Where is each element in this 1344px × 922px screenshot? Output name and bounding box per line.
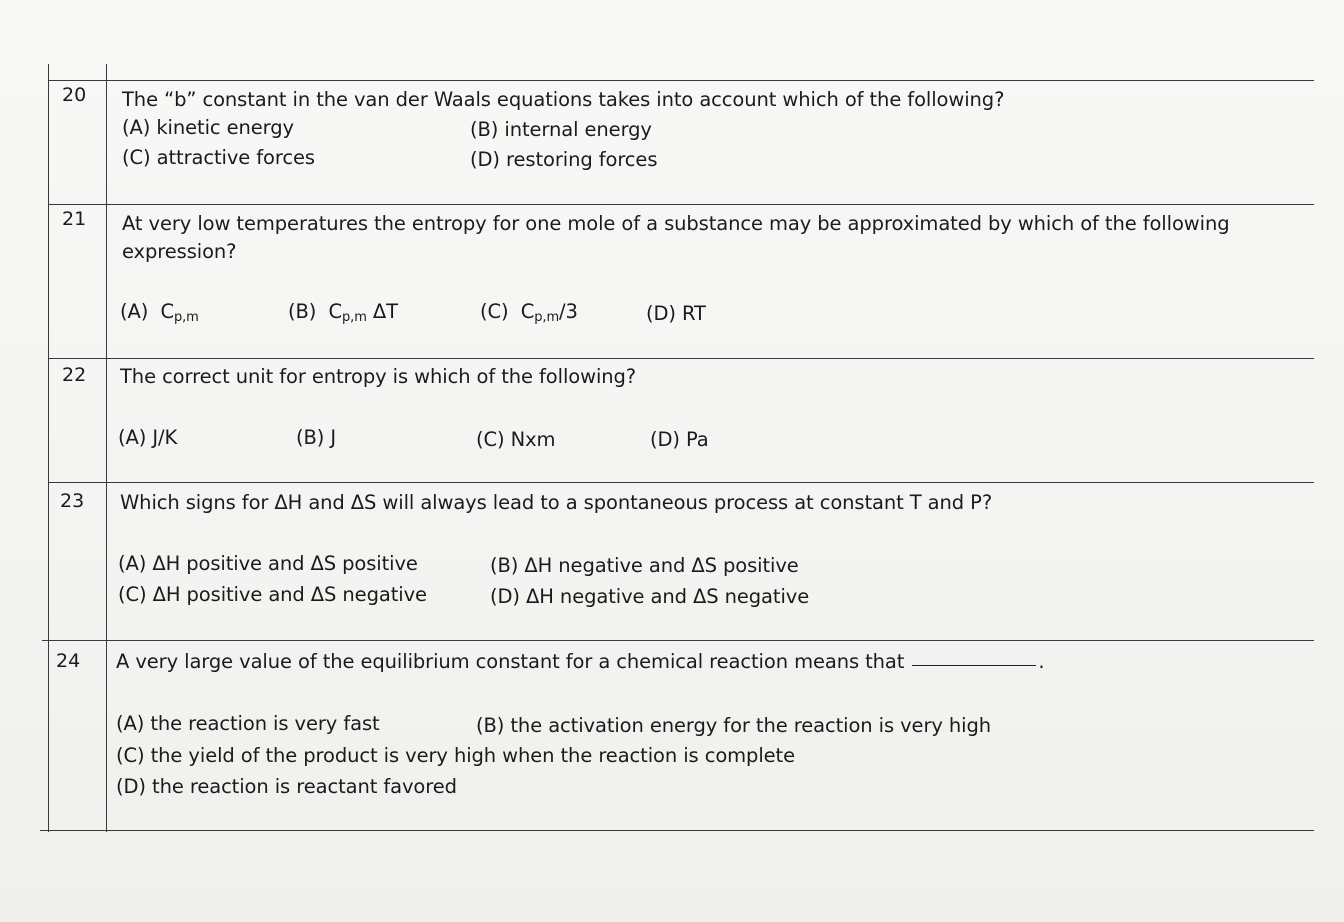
option-d: (D) RT xyxy=(646,302,706,325)
option-c: (C) attractive forces xyxy=(122,146,315,169)
question-stem-line-2: expression? xyxy=(122,240,237,263)
option-c: (C) ΔH positive and ΔS negative xyxy=(118,583,427,606)
table-left-border xyxy=(48,64,49,832)
question-stem-line-1: At very low temperatures the entropy for one mole of a substance may be approximated by which of the following xyxy=(122,212,1230,235)
option-d: (D) ΔH negative and ΔS negative xyxy=(490,585,810,608)
option-b: (B) the activation energy for the reaction is very high xyxy=(476,714,992,737)
table-bottom-border xyxy=(40,830,1314,831)
option-symbol: C xyxy=(328,300,343,323)
option-d: (D) the reaction is reactant favored xyxy=(116,775,457,798)
question-stem: The “b” constant in the van der Waals equations takes into account which of the following? xyxy=(122,88,1005,111)
question-stem xyxy=(116,650,1044,673)
option-a xyxy=(120,300,199,325)
answer-blank xyxy=(912,664,1036,666)
row-divider xyxy=(48,204,1314,205)
row-divider xyxy=(48,358,1314,359)
option-label: (C) xyxy=(480,300,509,323)
row-divider xyxy=(48,482,1314,483)
option-b: (B) ΔH negative and ΔS positive xyxy=(490,554,799,577)
table-column-divider xyxy=(106,64,107,832)
option-b xyxy=(288,300,398,325)
question-stem-text: A very large value of the equilibrium constant for a chemical reaction means that xyxy=(116,650,905,673)
option-c: (C) the yield of the product is very high when the reaction is complete xyxy=(116,744,795,767)
option-a: (A) the reaction is very fast xyxy=(116,712,380,735)
option-subscript: p,m xyxy=(342,310,367,325)
question-number: 20 xyxy=(62,84,87,106)
option-subscript: p,m xyxy=(534,310,560,325)
question-stem: The correct unit for entropy is which of the following? xyxy=(120,365,637,388)
option-c xyxy=(480,300,578,325)
option-label: (B) xyxy=(288,300,317,323)
option-d: (D) Pa xyxy=(650,428,709,451)
question-number: 21 xyxy=(62,208,87,230)
option-a: (A) ΔH positive and ΔS positive xyxy=(118,552,418,575)
option-symbol: C xyxy=(520,300,535,323)
option-d: (D) restoring forces xyxy=(470,148,658,171)
option-b: (B) internal energy xyxy=(470,118,652,141)
question-number: 22 xyxy=(62,364,87,386)
row-divider xyxy=(42,640,1314,641)
row-divider xyxy=(48,80,1314,81)
option-b: (B) J xyxy=(296,426,337,449)
option-tail: /3 xyxy=(559,300,578,323)
option-a: (A) J/K xyxy=(118,426,178,449)
option-tail: ΔT xyxy=(366,300,398,323)
question-number: 24 xyxy=(56,650,81,672)
option-c: (C) Nxm xyxy=(476,428,556,451)
option-subscript: p,m xyxy=(174,310,199,325)
question-stem-end: . xyxy=(1038,650,1045,673)
option-symbol: C xyxy=(160,300,174,323)
option-label: (A) xyxy=(120,300,149,323)
question-number: 23 xyxy=(60,490,85,512)
question-stem: Which signs for ΔH and ΔS will always lead to a spontaneous process at constant T and P? xyxy=(120,491,993,514)
option-a: (A) kinetic energy xyxy=(122,116,294,139)
